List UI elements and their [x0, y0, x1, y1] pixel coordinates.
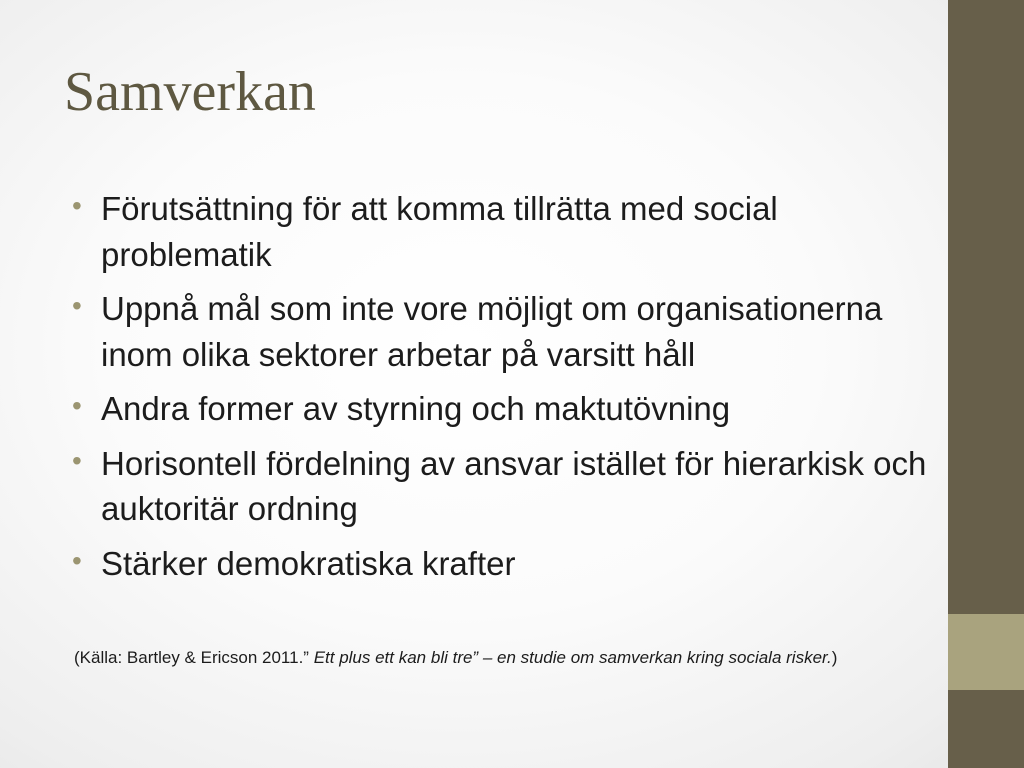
side-accent-band [948, 614, 1024, 690]
bullet-list [72, 186, 932, 595]
bullet-item [72, 186, 932, 277]
source-prefix: (Källa: Bartley & Ericson 2011.” [74, 648, 314, 667]
bullet-item [72, 441, 932, 532]
source-suffix: ) [831, 648, 838, 667]
bullet-text: Horisontell fördelning av ansvar istället för hierarkisk och auktoritär ordning [101, 444, 927, 528]
bullet-item [72, 541, 932, 587]
bullet-item [72, 386, 932, 432]
slide-title: Samverkan [64, 61, 316, 123]
bullet-text: Förutsättning för att komma tillrätta med social problematik [101, 190, 778, 273]
bullet-icon: • [72, 290, 82, 322]
bullet-icon: • [72, 390, 82, 422]
bullet-text: Stärker demokratiska krafter [101, 544, 516, 582]
bullet-text: Uppnå mål som inte vore möjligt om organisationerna inom olika sektorer arbetar på varsitt håll [101, 290, 883, 373]
bullet-icon: • [72, 444, 82, 476]
bullet-icon: • [72, 544, 82, 576]
bullet-item [72, 286, 932, 377]
source-title: Ett plus ett kan bli tre” – en studie om samverkan kring sociala risker. [313, 648, 832, 667]
source-citation [74, 646, 934, 670]
bullet-icon: • [72, 190, 82, 221]
bullet-text: Andra former av styrning och maktutövning [101, 390, 731, 428]
